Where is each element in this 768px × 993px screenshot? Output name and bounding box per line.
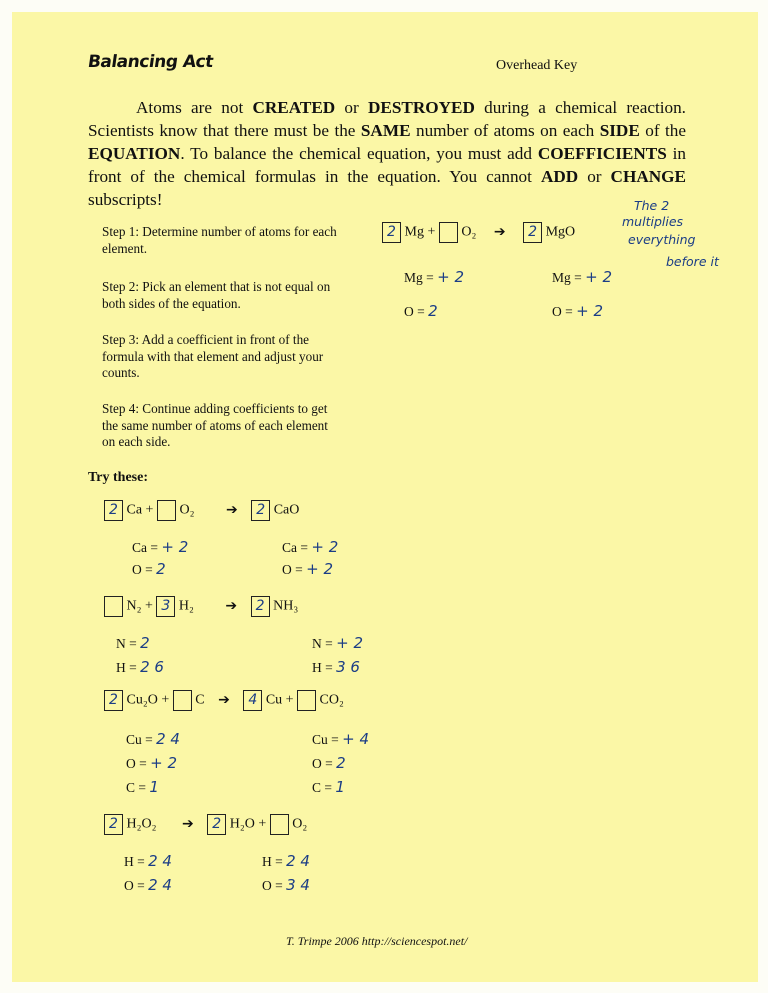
count-value: 2 (140, 634, 150, 652)
count-label: O = (282, 562, 303, 577)
count-value: 2 (336, 754, 346, 772)
count-label: Cu = (312, 732, 339, 747)
formula-text: H₂ (178, 598, 194, 614)
count-value: 1 (335, 778, 345, 796)
coefficient-value: 2 (212, 816, 222, 832)
formula-text: MgO (545, 224, 576, 240)
worksheet-title: Balancing Act (86, 52, 215, 72)
count-label: H = (262, 854, 283, 869)
count-label: O = (552, 304, 573, 319)
count-label: O = (262, 878, 283, 893)
problem-1-right-count (282, 560, 333, 578)
formula-text: O₂ (179, 502, 195, 518)
coefficient-value: 4 (248, 692, 258, 708)
formula-text: H₂O + (229, 816, 267, 832)
intro-paragraph (88, 96, 686, 211)
coefficient-value: 2 (387, 224, 396, 240)
problem-4-equation (104, 814, 307, 835)
intro-text: or (335, 98, 368, 117)
intro-text: during a chemical reaction. Scientists know that there must be the (88, 98, 686, 140)
reaction-arrow-icon: ➔ (181, 815, 194, 832)
problem-3-right-count (312, 730, 369, 748)
problem-3-left-count (126, 778, 159, 796)
step-3: Step 3: Add a coefficient in front of the formula with that element and adjust your counts. (102, 332, 324, 380)
coefficient-box[interactable] (439, 222, 458, 243)
formula-text: H₂O₂ (126, 816, 157, 832)
count-value: + 2 (150, 754, 178, 772)
count-value: + 4 (342, 730, 370, 748)
handwritten-note-line: The 2 (634, 198, 670, 213)
example-equation (382, 222, 575, 243)
count-value: 1 (149, 778, 159, 796)
intro-bold: EQUATION (88, 144, 181, 163)
problem-3-left-count (126, 754, 177, 772)
coefficient-box[interactable] (382, 222, 401, 243)
formula-text: Cu + (265, 692, 294, 708)
count-label: Cu = (126, 732, 153, 747)
example-right-mg (552, 268, 612, 286)
coefficient-value: 2 (255, 598, 265, 614)
count-value: 2 (428, 302, 438, 320)
count-label: H = (312, 660, 333, 675)
count-label: O = (312, 756, 333, 771)
count-value: 3 4 (286, 876, 310, 894)
problem-1-left-count (132, 538, 188, 556)
coefficient-value: 2 (256, 502, 266, 518)
problem-3-right-count (312, 778, 345, 796)
problem-1-left-count (132, 560, 166, 578)
coefficient-box[interactable] (523, 222, 542, 243)
problem-1-equation (104, 500, 299, 521)
count-value: 2 4 (156, 730, 180, 748)
footer-credit: T. Trimpe 2006 http://sciencespot.net/ (286, 934, 468, 948)
coefficient-box[interactable] (104, 596, 123, 617)
problem-3-left-count (126, 730, 180, 748)
step-4: Step 4: Continue adding coefficients to get the same number of atoms of each element on each side. (102, 401, 328, 449)
coefficient-box[interactable] (207, 814, 226, 835)
count-value: 2 4 (148, 876, 172, 894)
handwritten-note-line: before it (666, 254, 719, 269)
coefficient-box[interactable] (173, 690, 192, 711)
reaction-arrow-icon: ➔ (225, 501, 238, 518)
count-value: + 2 (437, 268, 465, 286)
coefficient-box[interactable] (104, 690, 123, 711)
problem-1-right-count (282, 538, 338, 556)
problem-4-right-count (262, 852, 310, 870)
intro-text: number of atoms on each (410, 121, 600, 140)
problem-4-right-count (262, 876, 310, 894)
intro-bold: ADD (540, 167, 579, 186)
coefficient-box[interactable] (104, 814, 123, 835)
example-right-o (552, 302, 603, 320)
coefficient-box[interactable] (104, 500, 123, 521)
coefficient-value: 2 (109, 816, 118, 832)
intro-bold: SIDE (599, 121, 640, 140)
handwritten-note-line: multiplies (622, 214, 684, 229)
intro-bold: CREATED (252, 98, 336, 117)
intro-text: . To balance the chemical equation, you must add (180, 144, 538, 163)
step-1: Step 1: Determine number of atoms for each element. (102, 224, 337, 256)
intro-bold: COEFFICIENTS (537, 144, 667, 163)
count-label: Mg = (552, 270, 582, 285)
try-these-heading: Try these: (88, 470, 148, 485)
count-value: + 2 (576, 302, 604, 320)
coefficient-box[interactable] (156, 596, 175, 617)
problem-2-left-count (116, 634, 150, 652)
count-label: O = (124, 878, 145, 893)
count-label: O = (404, 304, 425, 319)
problem-3-equation (104, 690, 344, 711)
coefficient-box[interactable] (251, 596, 270, 617)
coefficient-value: 2 (109, 692, 118, 708)
formula-text: NH₃ (273, 598, 299, 614)
intro-text: of the (639, 121, 686, 140)
coefficient-box[interactable] (243, 690, 262, 711)
count-value: 2 6 (140, 658, 164, 676)
formula-text: N₂ + (126, 598, 153, 614)
coefficient-value: 2 (528, 224, 538, 240)
formula-text: Cu₂O + (126, 692, 170, 708)
handwritten-note-line: everything (628, 232, 696, 247)
count-value: 2 4 (286, 852, 310, 870)
count-value: 3 6 (336, 658, 360, 676)
problem-2-left-count (116, 658, 164, 676)
problem-4-left-count (124, 852, 172, 870)
example-left-mg (404, 268, 464, 286)
count-value: + 2 (585, 268, 613, 286)
count-value: + 2 (311, 538, 339, 556)
problem-3-right-count (312, 754, 346, 772)
overhead-key-label: Overhead Key (496, 58, 578, 73)
count-label: H = (124, 854, 145, 869)
problem-4-left-count (124, 876, 172, 894)
coefficient-box[interactable] (157, 500, 176, 521)
coefficient-box[interactable] (251, 500, 270, 521)
count-label: Mg = (404, 270, 434, 285)
formula-text: CaO (273, 502, 300, 518)
count-label: N = (116, 636, 137, 651)
count-label: C = (312, 780, 332, 795)
problem-2-equation (104, 596, 298, 617)
count-label: N = (312, 636, 333, 651)
intro-text: subscripts! (88, 190, 163, 209)
coefficient-value: 3 (161, 598, 171, 614)
count-value: 2 4 (148, 852, 172, 870)
intro-bold: CHANGE (610, 167, 686, 186)
reaction-arrow-icon: ➔ (218, 691, 230, 708)
count-value: 2 (156, 560, 166, 578)
step-2: Step 2: Pick an element that is not equal on both sides of the equation. (102, 279, 331, 311)
problem-2-right-count (312, 658, 360, 676)
count-value: + 2 (336, 634, 364, 652)
formula-text: CO₂ (319, 692, 344, 708)
count-value: + 2 (161, 538, 189, 556)
intro-text: Atoms are not (136, 98, 253, 117)
formula-text: Mg + (404, 224, 436, 240)
intro-text: in front of the chemical formulas in the equation. You cannot (88, 144, 686, 186)
coefficient-box[interactable] (270, 814, 289, 835)
problem-2-right-count (312, 634, 363, 652)
coefficient-box[interactable] (297, 690, 316, 711)
count-label: Ca = (282, 540, 308, 555)
count-label: H = (116, 660, 137, 675)
count-label: O = (132, 562, 153, 577)
coefficient-value: 2 (109, 502, 118, 518)
intro-bold: SAME (360, 121, 411, 140)
example-left-o (404, 302, 438, 320)
intro-bold: DESTROYED (367, 98, 475, 117)
count-label: O = (126, 756, 147, 771)
count-label: C = (126, 780, 146, 795)
count-label: Ca = (132, 540, 158, 555)
count-value: + 2 (306, 560, 334, 578)
formula-text: O₂ (461, 224, 477, 240)
reaction-arrow-icon: ➔ (493, 223, 506, 240)
intro-text: or (578, 167, 611, 186)
formula-text: Ca + (126, 502, 154, 518)
reaction-arrow-icon: ➔ (225, 597, 238, 614)
formula-text: C (195, 692, 205, 708)
formula-text: O₂ (292, 816, 308, 832)
